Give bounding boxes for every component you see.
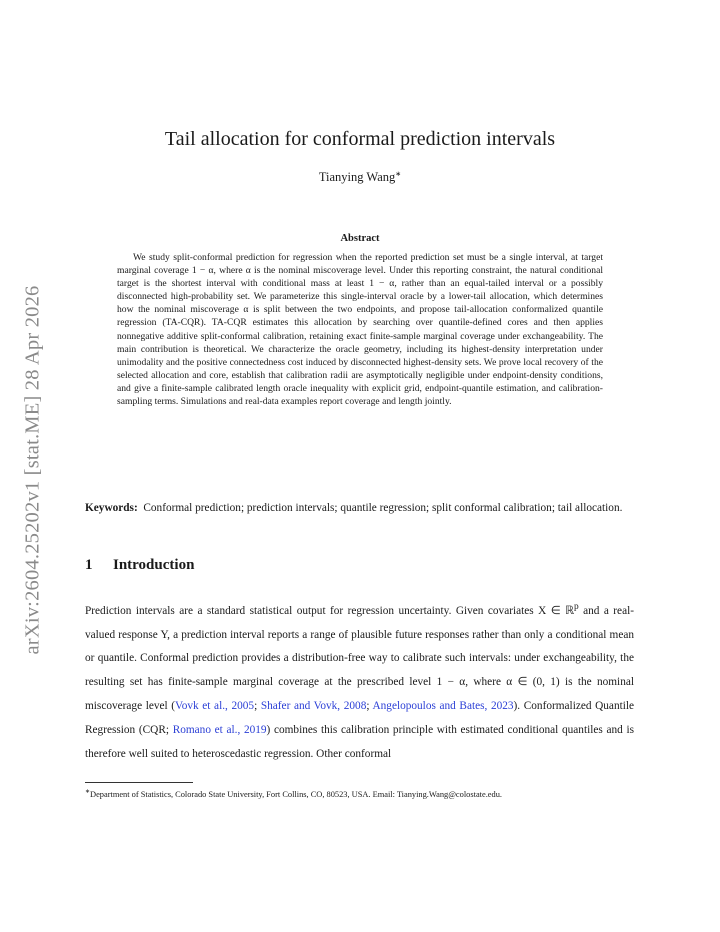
arxiv-identifier[interactable]: arXiv:2604.25202v1 [stat.ME] 28 Apr 2026 (21, 285, 44, 655)
citation-separator: ; (254, 699, 261, 712)
paper-title: Tail allocation for conformal prediction intervals (164, 128, 556, 150)
footnote (85, 787, 634, 800)
section-number: 1 (85, 557, 93, 573)
author-line (0, 170, 720, 185)
footnote-rule (85, 782, 193, 783)
keywords-label: Keywords: (85, 502, 138, 514)
keywords-block (85, 496, 634, 520)
citation-link-romano[interactable]: Romano et al., 2019 (172, 723, 267, 736)
intro-superscript: p (573, 602, 579, 612)
abstract-text: We study split-conformal prediction for regression when the reported prediction set must be a single interval, at target marginal coverage 1 − α, where α is the nominal miscoverage level. Under this reporting constraint, the natural conditional target is the shortest interval with conditional mass at least 1 − α, rather than an equal-tailed interval or a possibly disconnected high-probability set. We parameterize this single-interval oracle by a lower-tail allocation, which determines how the nominal miscoverage α is split between the two endpoints, and propose tail-allocation conformalized quantile regression (TA-CQR). TA-CQR estimates this allocation by searching over quantile-defined cores and then applies nonnegative additive split-conformal calibration, retaining exact finite-sample marginal coverage under exchangeability. The main contribution is theoretical. We characterize the oracle geometry, including its highest-density interpretation under unimodality and the positive connectedness cost induced by disconnected highest-density sets. We prove local recovery of the selected allocation and core, establish that calibration radii are asymptotically negligible under endpoint-density conditions, and give a finite-sample calibrated length oracle inequality with explicit grid, endpoint-quantile estimation, and calibration-sampling terms. Simulations and real-data examples report coverage and length jointly. (117, 252, 603, 408)
author-name: Tianying Wang (318, 170, 396, 185)
keywords-text: Conformal prediction; prediction intervals; quantile regression; split conformal calibration; tail allocation. (143, 502, 623, 514)
citation-link-shafer[interactable]: Shafer and Vovk, 2008 (260, 699, 367, 712)
footnote-mark: ∗ (85, 789, 91, 795)
citation-link-angelopoulos[interactable]: Angelopoulos and Bates, 2023 (372, 699, 514, 712)
section-heading-introduction (85, 557, 194, 574)
footnote-text: Department of Statistics, Colorado State University, Fort Collins, CO, 80523, USA. Email: Tianying.Wang@colostate.edu. (90, 789, 502, 799)
abstract-heading: Abstract (340, 233, 380, 244)
intro-text-2: and a real-valued response Y, a prediction interval reports a range of plausible future responses rather than only a conditional mean or quantile. Conformal prediction provides a distribution-free way to calibrate such intervals: under exchangeability, the resulting set has finite-sample marginal coverage at the prescribed level 1 − α, where α ∈ (0, 1) is the nominal miscoverage level ( (85, 604, 634, 712)
intro-text-1: Prediction intervals are a standard statistical output for regression uncertainty. Given covariates X ∈ ℝ (85, 604, 574, 617)
author-footnote-mark[interactable]: ∗ (395, 170, 402, 178)
citation-link-vovk[interactable]: Vovk et al., 2005 (175, 699, 255, 712)
section-title: Introduction (113, 557, 195, 573)
citation-separator: ; (366, 699, 373, 712)
intro-text-3: ). Conformalized Quantile Regression (CQR; (85, 699, 635, 736)
intro-text-4: ) combines this calibration principle with estimated conditional quantiles and is therefore well suited to heteroscedastic regression. Other conformal (85, 723, 634, 760)
introduction-paragraph (85, 596, 634, 766)
